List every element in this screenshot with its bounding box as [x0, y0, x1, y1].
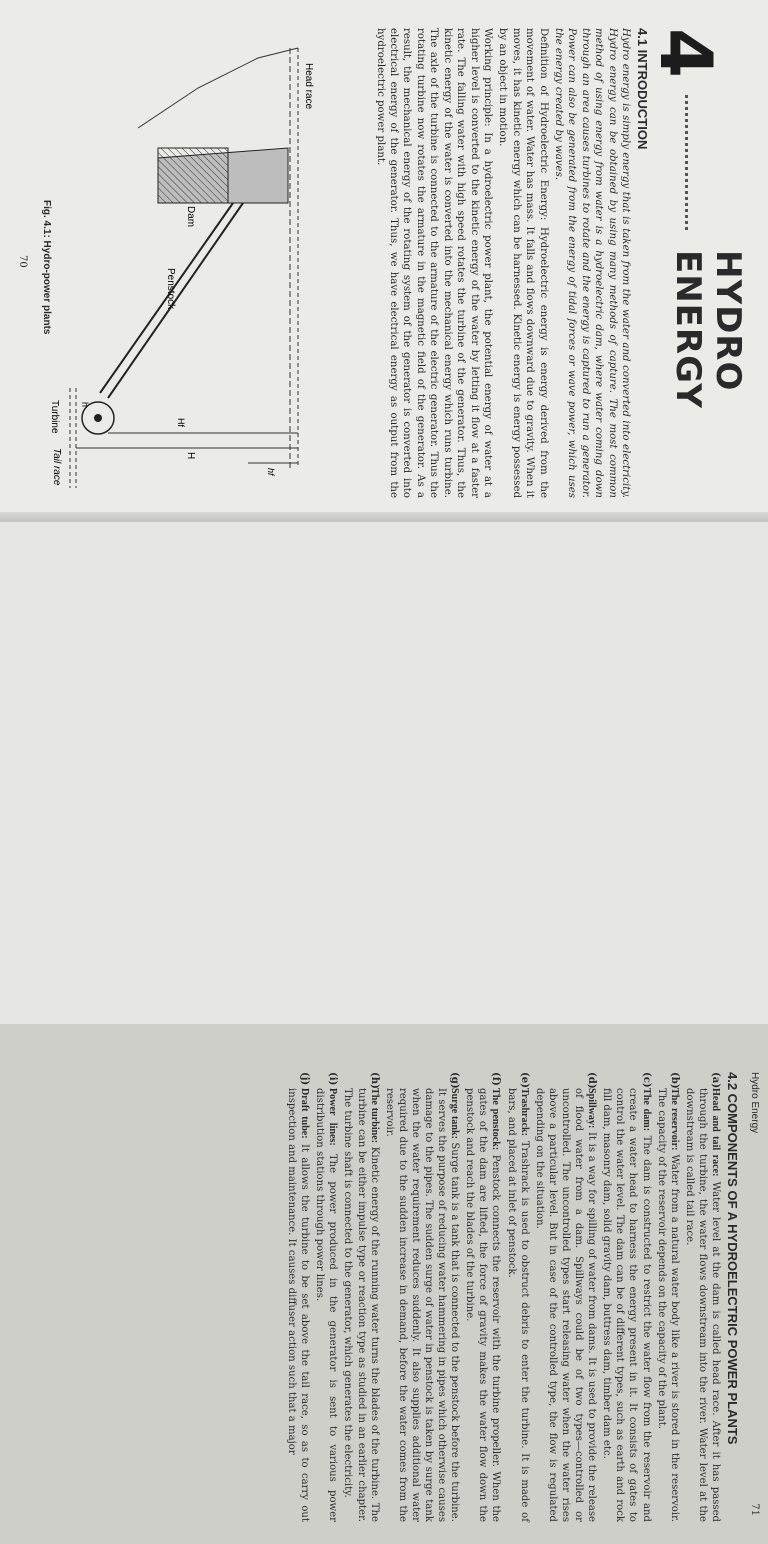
list-item: (f)The penstock: Penstock connects the reservoir with the turbine propeller. When the gates of the dam are lifted, the force of gravity makes the water flow down the penstock and reach the blades of the turbine. — [464, 1072, 502, 1522]
figure-caption: Fig. 4.1: Hydro-power plants — [41, 200, 52, 335]
chapter-title: HYDRO ENERGY — [668, 250, 748, 409]
intro-paragraph: Hydro energy is simply energy that is taken from the water and converted into electricity. Hydro energy can be obtained by using many methods of capture. The most common method of using energy from water is a hydroelectric dam, where water coming down through an area causes turbines to rotate and the energy is captured to run a generator. Power can also be generated from the energy of tidal forces or wave power, which uses the energy created by waves. — [552, 28, 631, 498]
big-h-label: H — [185, 452, 196, 460]
turbine-label: Turbine — [49, 400, 60, 434]
list-item: (a)Head and tail race: Water level at the dam is called head race. After it has passed through the turbine, the water flows downstream into the river. Water level at the downstream is called tail race. — [683, 1072, 721, 1523]
tail-race-label: Tail race — [51, 448, 62, 486]
definition-paragraph: Definition of Hydroelectric Energy: Hydroelectric energy is energy derived from the movement of water. Water has mass. It falls and flows downward due to gravity. When it moves, it has kinetic energy which can be harnessed. Kinetic energy is energy possessed by an object in motion. — [497, 28, 549, 498]
hydro-plant-diagram — [48, 28, 338, 498]
list-item: (e)Trashrack: Trashrack is used to obstruct debris to enter the turbine. It is made of bars, and placed at inlet of penstock. — [505, 1072, 530, 1522]
intro-body — [371, 28, 632, 498]
hf-sub-label: Hf — [176, 418, 186, 427]
list-item: (i)Power lines: The power produced in the generator is sent to various power distribution stations through power lines. — [314, 1072, 339, 1522]
page-number-right: 71 — [749, 1503, 760, 1516]
hydro-plant-figure — [48, 28, 338, 498]
list-item: (h)The turbine: Kinetic energy of the running water turns the blades of the turbine. The turbine can be either impulse type or reaction type as studied in an earlier chapter. The turbine shaft is connected to the generator, which generates the electricity. — [342, 1072, 380, 1522]
components-list — [283, 1072, 722, 1522]
small-h-label: h — [80, 402, 90, 408]
page-number-left: 70 — [17, 255, 28, 268]
list-item: (d)Spillway: It is a way for spilling of water from dams. It is used to provide the release of flood water from a dam. Spillways could be of two types—controlled or uncontrolled. The uncontrolled types start releasing water when the water rises above a particular level. But in case of the controlled type, the flow is regulated depending on the situation. — [533, 1072, 598, 1522]
left-page — [0, 0, 768, 522]
penstock-label: Penstock — [165, 268, 176, 310]
running-head: Hydro Energy — [749, 1072, 760, 1134]
list-item: (g)Surge tank: Surge tank is a tank that is connected to the penstock before the turbine. It serves the purpose of reducing water hammering in pipes which otherwise causes damage to the pipes. The sudden surge of water in penstock is taken by surge tank when the water requirement reduces suddenly. It also supplies additional water required due to the sudden increase in demand, before the water comes from the reservoir. — [383, 1072, 461, 1522]
chapter-number: 4 — [644, 28, 728, 79]
section-heading-intro: 4.1 INTRODUCTION — [635, 28, 650, 150]
list-item: (j)Draft tube: It allows the turbine to be set above the tail race, so as to carry out inspection and maintenance. It causes diffuser action such that a major — [286, 1072, 311, 1522]
hf-label: hf — [266, 468, 276, 476]
head-race-label: Head race — [303, 63, 314, 110]
chapter-divider — [685, 95, 688, 230]
working-principle-paragraph: Working principle: In a hydroelectric power plant, the potential energy of water at a higher level is converted to the kinetic energy of the water by letting it flow at a faster rate. The falling water with high speed rotates the turbine of the generator. Thus, the kinetic energy of the water is converted into the mechanical energy which runs turbine. The axle of the turbine is connected to the armature of the electric generator. Thus the rotating turbine now rotates the armature in the magnetic field of the generator. As a result, the mechanical energy of the rotating system of the generator is converted into electrical energy of the generator. Thus, we have electrical energy as output from the hydroelectric power plant. — [374, 28, 493, 498]
list-item: (b)The reservoir: Water from a natural water body like a river is stored in the reservoir. The capacity of the reservoir depends on the capacity of the plant. — [655, 1072, 680, 1522]
list-item: (c)The dam: The dam is constructed to restrict the water flow from the reservoir and create a water head to harness the energy present in it. It consists of gates to control the water level. The dam can be of different types, such as earth and rock fill dam, masonry dam, solid gravity dam, buttress dam, timber dam etc. — [601, 1072, 652, 1522]
section-heading-components: 4.2 COMPONENTS OF A HYDROELECTRIC POWER PLANTS — [725, 1072, 740, 1445]
right-page — [0, 522, 768, 1523]
dam-label: Dam — [185, 206, 196, 228]
